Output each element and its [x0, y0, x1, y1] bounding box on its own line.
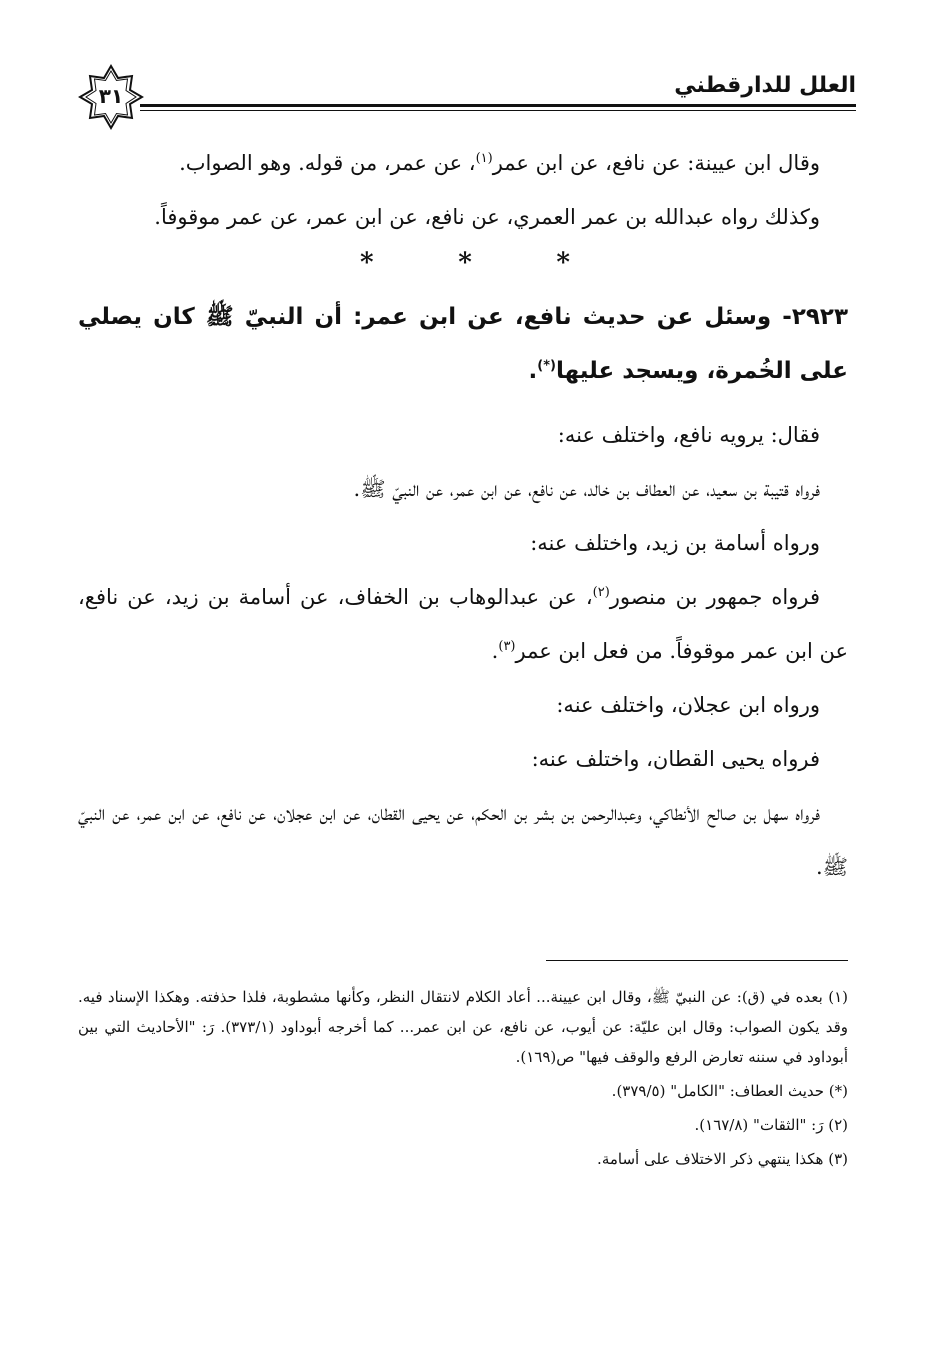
top-paragraphs: [78, 136, 848, 244]
footnote: (٣) هكذا ينتهي ذكر الاختلاف على أسامة.: [597, 1150, 848, 1168]
paragraph: فرواه قتيبة بن سعيد، عن العطاف بن خالد، عن نافع، عن ابن عمر، عن النبيّ ﷺ.: [353, 477, 820, 501]
footnotes: [78, 982, 848, 1178]
running-header: [78, 62, 856, 132]
paragraph: فقال: يرويه نافع، واختلف عنه:: [557, 423, 820, 447]
book-title: العلل للدارقطني: [674, 73, 856, 98]
footnote: (٢) رَ: "الثقات" (١٦٧/٨).: [694, 1116, 848, 1134]
paragraph: فرواه سهل بن صالح الأنطاكي، وعبدالرحمن بن بشر بن الحكم، عن يحيى القطان، عن ابن عجلان، عن نافع، عن ابن عمر، عن النبيّ ﷺ.: [78, 801, 848, 879]
section-separator: [360, 248, 570, 278]
footnote-ref: (٢): [592, 585, 610, 600]
paragraph: ورواه أسامة بن زيد، واختلف عنه:: [530, 531, 820, 555]
separator-star: *: [360, 248, 374, 278]
paragraph: ورواه ابن عجلان، واختلف عنه:: [556, 693, 820, 717]
header-rule-thin: [140, 110, 856, 111]
separator-star: *: [556, 248, 570, 278]
footnote-ref: (*): [537, 358, 556, 374]
paragraph: فرواه جمهور بن منصور$^{(٢)}$، عن عبدالوهاب بن الخفاف، عن أسامة بن زيد، عن نافع، عن ابن عمر موقوفاً. من فعل ابن عمر$^{(٣)}$.: [78, 585, 848, 663]
page-number: ٣١: [98, 84, 124, 108]
paragraph: وكذلك رواه عبدالله بن عمر العمري، عن نافع، عن ابن عمر، عن عمر موقوفاً.: [154, 205, 820, 229]
page-number-badge: [78, 64, 144, 130]
footnote-divider: [546, 960, 848, 961]
footnote: (١) بعده في (ق): عن النبيّ ﷺ، وقال ابن عيينة... أعاد الكلام لانتقال النظر، وكأنها مشطوبة، فلذا حذفته. وهكذا الإسناد فيه. وقد يكون الصواب: وقال ابن عليّة: عن أيوب، عن نافع، عن ابن عمر... كما أخرجه أبوداود (٣٧٣/١). رَ: "الأحاديث التي بين أبوداود في سننه تعارض الرفع والوقف فيها" ص(١٦٩).: [78, 988, 848, 1066]
footnote: (*) حديث العطاف: "الكامل" (٣٧٩/٥).: [611, 1082, 848, 1100]
footnote-ref: (١): [475, 151, 493, 166]
separator-star: *: [458, 248, 472, 278]
paragraph: وقال ابن عيينة: عن نافع، عن ابن عمر$^{(١)}$، عن عمر، من قوله. وهو الصواب.: [179, 151, 820, 175]
paragraph: فرواه يحيى القطان، واختلف عنه:: [531, 747, 820, 771]
footnote-ref: (٣): [498, 639, 516, 654]
header-rule: [140, 104, 856, 107]
main-paragraphs: [78, 408, 848, 894]
hadith-heading: ٢٩٢٣- وسئل عن حديث نافع، عن ابن عمر: أن النبيّ ﷺ كان يصلي على الخُمرة، ويسجد عليها(*).: [78, 304, 848, 384]
